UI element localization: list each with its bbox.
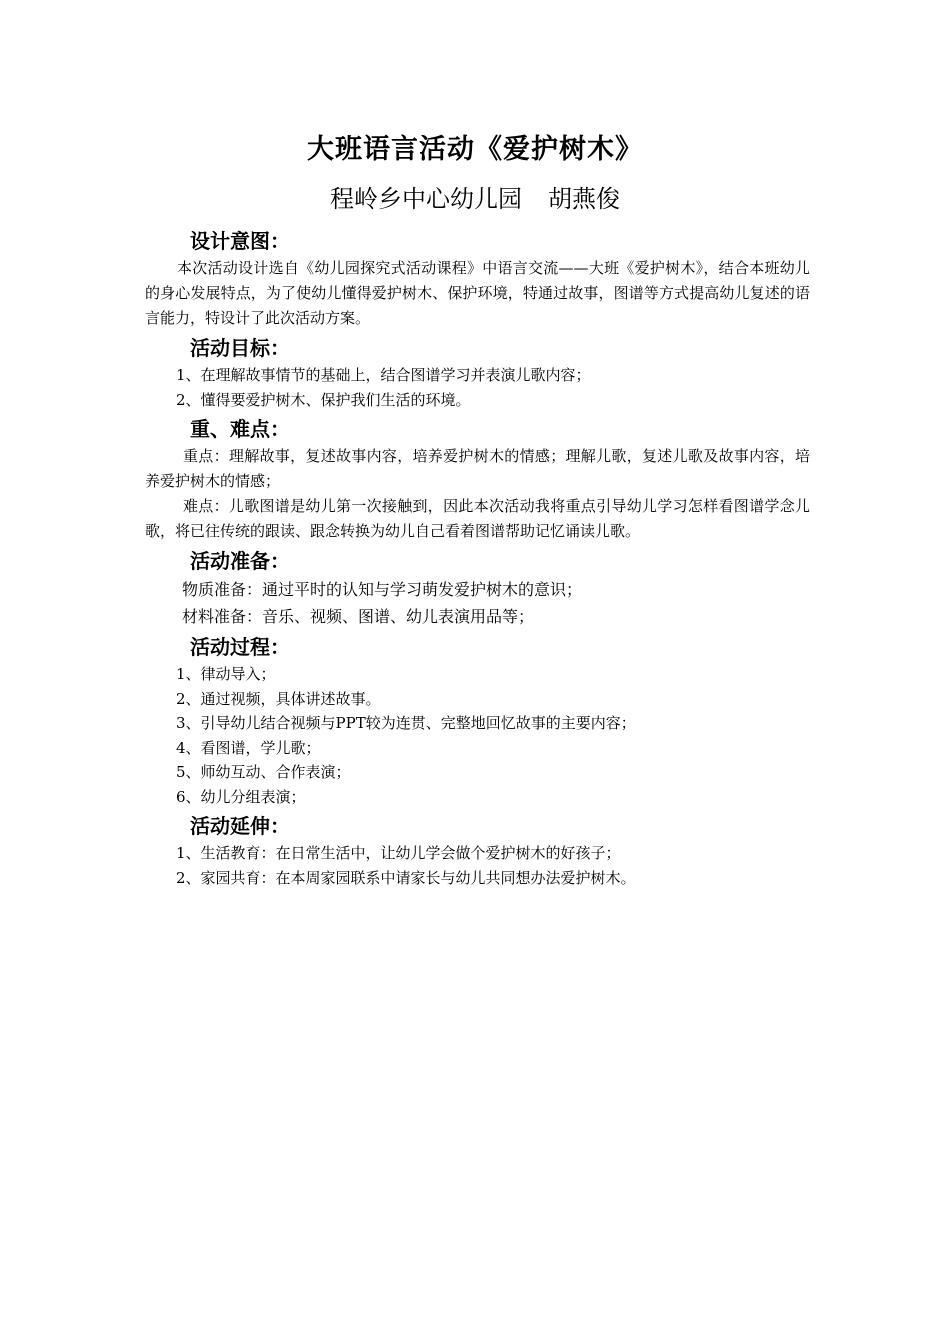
section-heading-design: 设计意图： (190, 229, 290, 253)
section-heading-key-points: 重、难点： (190, 417, 290, 441)
author-line (0, 182, 950, 216)
process-item: 5、师幼互动、合作表演； (176, 763, 351, 781)
goal-item: 1、在理解故事情节的基础上，结合图谱学习并表演儿歌内容； (176, 366, 591, 384)
design-intent-paragraph: 本次活动设计选自《幼儿园探究式活动课程》中语言交流——大班《爱护树木》，结合本班幼儿的身心发展特点，为了使幼儿懂得爱护树木、保护环境，特通过故事，图谱等方式提高幼儿复述的语言能力，特设计了此次活动方案。 (145, 259, 810, 327)
document-body (145, 224, 810, 890)
extension-item: 1、生活教育：在日常生活中，让幼儿学会做个爱护树木的好孩子； (176, 844, 621, 862)
difficult-point-paragraph: 难点：儿歌图谱是幼儿第一次接触到，因此本次活动我将重点引导幼儿学习怎样看图谱学念儿歌，将已往传统的跟读、跟念转换为幼儿自己看着图谱帮助记忆诵读儿歌。 (145, 497, 810, 540)
goal-item: 2、懂得要爱护树木、保护我们生活的环境。 (176, 390, 471, 409)
key-point-paragraph: 重点：理解故事，复述故事内容，培养爱护树木的情感；理解儿歌，复述儿歌及故事内容，培养爱护树木的情感； (145, 447, 810, 490)
preparation-item: 材料准备：音乐、视频、图谱、幼儿表演用品等； (182, 607, 535, 626)
section-heading-preparation: 活动准备： (190, 549, 290, 573)
extension-item: 2、家园共育：在本周家园联系中请家长与幼儿共同想办法爱护树木。 (176, 868, 636, 887)
process-item: 1、律动导入； (176, 665, 276, 683)
author-organization: 程岭乡中心幼儿园 (330, 185, 522, 213)
process-item: 2、通过视频，具体讲述故事。 (176, 689, 381, 708)
preparation-item: 物质准备：通过平时的认知与学习萌发爱护树木的意识； (182, 580, 583, 599)
process-item: 6、幼儿分组表演； (176, 787, 306, 806)
author-name: 胡燕俊 (548, 185, 620, 213)
section-heading-goals: 活动目标： (190, 336, 290, 360)
process-item: 3、引导幼儿结合视频与PPT较为连贯、完整地回忆故事的主要内容； (176, 714, 636, 732)
document-title: 大班语言活动《爱护树木》 (307, 134, 643, 165)
section-heading-process: 活动过程： (190, 635, 290, 659)
process-item: 4、看图谱，学儿歌； (176, 738, 321, 757)
section-heading-extension: 活动延伸： (190, 814, 290, 838)
